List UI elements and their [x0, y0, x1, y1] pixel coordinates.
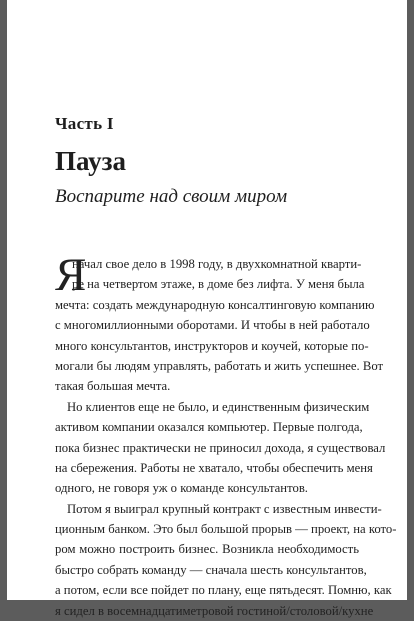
part-label: Часть I [55, 114, 114, 133]
text-line: ционным банком. Это был большой прорыв — проект, на кото- [55, 522, 397, 537]
drop-cap: Я [55, 249, 87, 301]
text-line: я сидел в восемнадцатиметровой гостиной/столовой/кухне [55, 603, 374, 618]
text-line: ре на четвертом этаже, в доме без лифта. У меня была [72, 277, 365, 292]
chapter-subtitle: Воспарите над своим миром [55, 186, 288, 207]
text-line: с многомиллионными оборотами. И чтобы в ней работало [55, 318, 370, 333]
chapter-title: Пауза [55, 146, 126, 176]
text-line: быстро собрать команду — сначала шесть консультантов, [55, 562, 367, 577]
text-line: ром можно построить бизнес. Возникла необходимость [55, 542, 359, 557]
text-line: начал свое дело в 1998 году, в двухкомнатной кварти- [72, 257, 362, 271]
text-line: мечта: создать международную консалтинговую компанию [55, 297, 375, 312]
body-text [55, 249, 397, 621]
book-page [7, 0, 407, 618]
text-line: Но клиентов еще не было, и единственным физическим [67, 399, 370, 414]
text-line: на сбережения. Работы не хватало, чтобы обеспечить меня [55, 460, 373, 475]
text-line: одного, не говоря уж о команде консультантов. [55, 481, 308, 496]
text-line: много консультантов, инструкторов и коучей, которые по- [55, 338, 369, 353]
text-line: а потом, если все пойдет по плану, еще пятьдесят. Помню, как [55, 583, 392, 598]
text-line: пока бизнес практически не приносил дохода, я существовал [55, 440, 386, 455]
text-line: Потом я выиграл крупный контракт с известным инвести- [67, 501, 382, 516]
text-line: такая большая мечта. [55, 379, 171, 394]
text-line: активом компании оказался компьютер. Первые полгода, [55, 420, 363, 435]
text-line: могали бы людям управлять, работать и жить успешнее. Вот [55, 358, 384, 373]
